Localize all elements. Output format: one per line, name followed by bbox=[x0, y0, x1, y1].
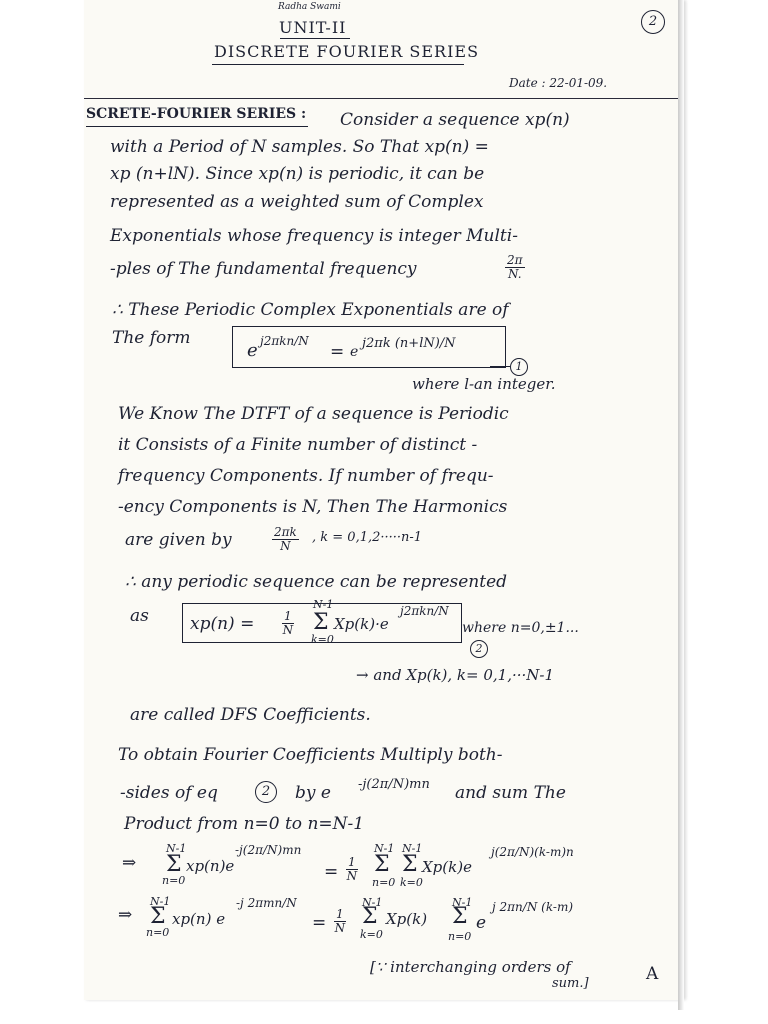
implies-arrow: ⇒ bbox=[118, 905, 133, 925]
page-title: DISCRETE FOURIER SERIES bbox=[214, 42, 480, 61]
multiplier-exponent: -j(2π/N)mn bbox=[358, 777, 430, 792]
sum-lower-limit: n=0 bbox=[372, 876, 396, 889]
equation-1-rhs-exponent: j2πk (n+lN)/N bbox=[362, 336, 456, 351]
summation-icon: Σ bbox=[313, 610, 329, 635]
text-line: Consider a sequence xp(n) bbox=[340, 110, 570, 130]
derivation-2-rhs-exponent: j 2πn/N (k-m) bbox=[492, 900, 573, 914]
author-signature: Radha Swami bbox=[278, 2, 341, 12]
summation-icon: Σ bbox=[452, 904, 468, 929]
equation-1-tag-leader bbox=[490, 366, 510, 367]
sum-lower-limit: n=0 bbox=[448, 930, 472, 943]
summation-icon: Σ bbox=[362, 904, 378, 929]
summation-icon: Σ bbox=[150, 904, 166, 929]
summation-icon: Σ bbox=[374, 852, 390, 877]
fraction-numerator: 1 bbox=[348, 855, 356, 869]
text-line: Product from n=0 to n=N-1 bbox=[124, 814, 365, 834]
text-line: as bbox=[130, 606, 149, 626]
fraction-denominator: N bbox=[334, 921, 346, 935]
text-line: frequency Components. If number of frequ- bbox=[118, 466, 494, 486]
sum-upper-limit: N-1 bbox=[150, 895, 171, 908]
derivation-1-rhs: Xp(k)e bbox=[422, 858, 472, 876]
equation-2-lhs: xp(n) = bbox=[190, 614, 255, 634]
sum-upper-limit: N-1 bbox=[402, 842, 423, 855]
text-line: xp (n+lN). Since xp(n) is periodic, it can be bbox=[110, 164, 485, 184]
interchange-note: [∵ interchanging orders of bbox=[370, 958, 571, 976]
equation-2-sum-lower: k=0 bbox=[311, 633, 334, 646]
sum-lower-limit: k=0 bbox=[400, 876, 423, 889]
derivation-2-lhs-exponent: -j 2πmn/N bbox=[236, 896, 297, 910]
text-line: ∴ These Periodic Complex Exponentials are of bbox=[112, 300, 509, 320]
fraction-numerator: 1 bbox=[336, 907, 344, 921]
derivation-1-equals: = bbox=[324, 862, 339, 882]
derivation-1-lhs-exponent: -j(2π/N)mn bbox=[235, 843, 302, 857]
text-line: by e bbox=[295, 783, 331, 803]
sum-upper-limit: N-1 bbox=[452, 896, 473, 909]
unit-label: UNIT-II bbox=[279, 18, 347, 37]
harmonics-range: , k = 0,1,2·····n-1 bbox=[312, 530, 423, 545]
text-line: ∴ any periodic sequence can be represented bbox=[125, 572, 508, 592]
derivation-2-lhs: xp(n) e bbox=[172, 910, 226, 928]
section-heading-underline bbox=[86, 126, 308, 127]
sum-lower-limit: n=0 bbox=[162, 874, 186, 887]
derivation-1-lhs: xp(n)e bbox=[186, 857, 235, 875]
equation-1-lhs: e bbox=[247, 340, 258, 361]
text-line: and sum The bbox=[455, 783, 566, 803]
corner-mark: A bbox=[646, 964, 659, 984]
harmonics-fraction bbox=[272, 526, 299, 553]
text-line: -ency Components is N, Then The Harmonics bbox=[118, 497, 508, 517]
equation-reference-circle: 2 bbox=[255, 781, 277, 803]
equation-2-note: where n=0,±1... bbox=[462, 620, 579, 636]
fraction-numerator: 1 bbox=[284, 609, 292, 623]
text-line: it Consists of a Finite number of distinct - bbox=[118, 435, 478, 455]
equation-2-tag: 2 bbox=[470, 640, 488, 658]
fraction-denominator: N bbox=[282, 623, 294, 637]
text-line: -sides of eq bbox=[120, 783, 218, 803]
fraction-numerator: 2π bbox=[507, 253, 523, 267]
equation-2-exponent: j2πkn/N bbox=[400, 604, 449, 618]
equation-2-fraction bbox=[282, 610, 294, 637]
text-line: To obtain Fourier Coefficients Multiply both- bbox=[118, 745, 503, 765]
implies-arrow: ⇒ bbox=[122, 853, 137, 873]
derivation-2-xp: Xp(k) bbox=[386, 910, 428, 928]
text-line: represented as a weighted sum of Complex bbox=[110, 192, 484, 212]
page-number-circle: 2 bbox=[641, 10, 665, 34]
equation-2-sum-upper: N-1 bbox=[313, 598, 334, 611]
derivation-2-equals: = bbox=[312, 913, 327, 933]
section-heading: SCRETE-FOURIER SERIES : bbox=[86, 106, 307, 122]
summation-icon: Σ bbox=[166, 852, 182, 877]
equation-2-body: Xp(k)·e bbox=[334, 615, 389, 633]
top-divider bbox=[84, 98, 678, 99]
sum-upper-limit: N-1 bbox=[166, 842, 187, 855]
equation-1-lhs-exponent: j2πkn/N bbox=[260, 334, 309, 348]
fraction-denominator: N bbox=[280, 539, 291, 553]
text-line: The form bbox=[112, 328, 191, 348]
derivation-2-fraction bbox=[334, 908, 346, 935]
fraction-denominator: N. bbox=[507, 267, 522, 281]
text-line: are called DFS Coefficients. bbox=[130, 705, 371, 725]
fundamental-frequency-fraction bbox=[505, 254, 525, 281]
derivation-1-rhs-exponent: j(2π/N)(k-m)n bbox=[491, 845, 574, 859]
unit-underline bbox=[280, 38, 350, 39]
text-line: Exponentials whose frequency is integer Multi- bbox=[110, 226, 518, 246]
fraction-numerator: 2πk bbox=[274, 525, 297, 539]
text-line: We Know The DTFT of a sequence is Periodic bbox=[118, 404, 509, 424]
summation-icon: Σ bbox=[402, 852, 418, 877]
derivation-1-fraction bbox=[346, 856, 358, 883]
sum-lower-limit: n=0 bbox=[146, 926, 170, 939]
interchange-note-end: sum.] bbox=[552, 976, 589, 991]
equation-1-rhs: e bbox=[350, 344, 359, 360]
sum-upper-limit: N-1 bbox=[374, 842, 395, 855]
sum-upper-limit: N-1 bbox=[362, 896, 383, 909]
text-line: → and Xp(k), k= 0,1,···N-1 bbox=[356, 666, 555, 684]
sum-lower-limit: k=0 bbox=[360, 928, 383, 941]
page-edge-shadow bbox=[678, 0, 684, 1010]
fraction-denominator: N bbox=[346, 869, 358, 883]
date-label: Date : 22-01-09. bbox=[509, 76, 608, 90]
text-line: -ples of The fundamental frequency bbox=[110, 259, 417, 279]
equation-1-equals: = bbox=[330, 342, 345, 362]
text-line: are given by bbox=[125, 530, 232, 550]
equation-1-tag: 1 bbox=[510, 358, 528, 376]
derivation-2-e: e bbox=[476, 913, 487, 933]
equation-1-note: where l-an integer. bbox=[412, 375, 556, 393]
title-underline bbox=[212, 64, 464, 65]
text-line: with a Period of N samples. So That xp(n) = bbox=[110, 137, 489, 157]
